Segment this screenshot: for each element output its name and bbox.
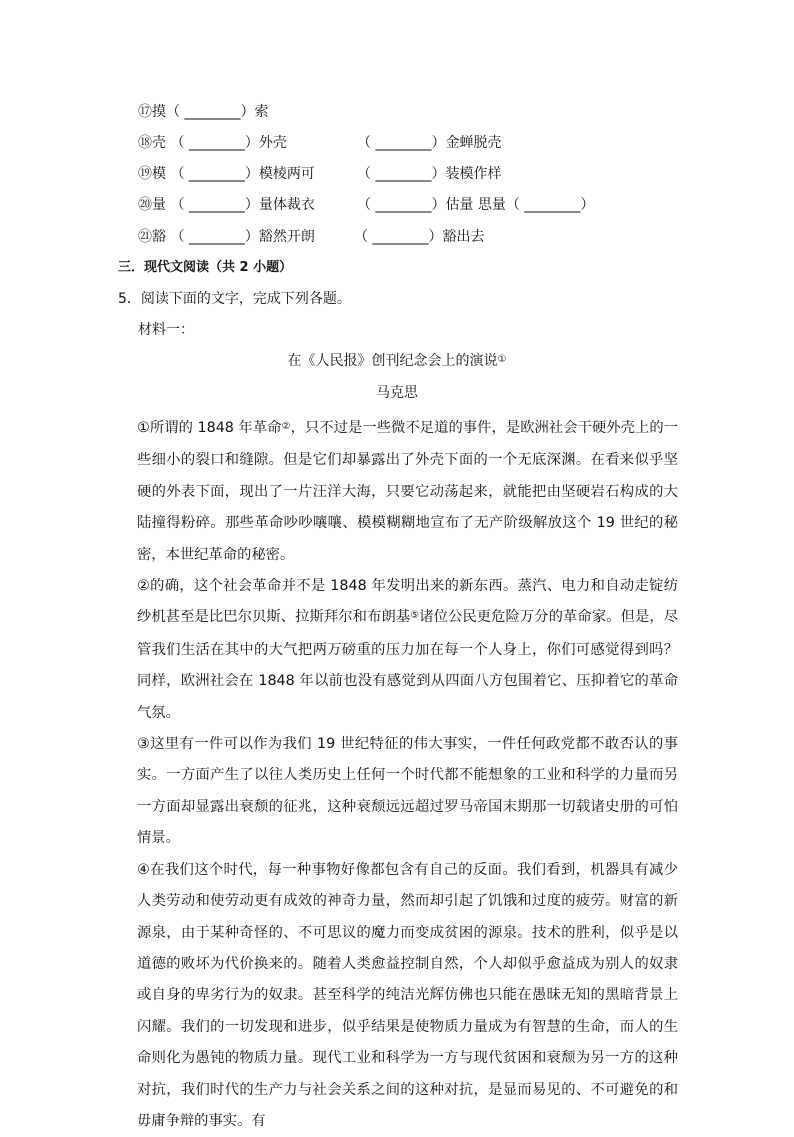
paragraph-text: ②的确，这个社会革命并不是 1848 年发明出来的新东西。蒸汽、电力和自动走锭纺纱机甚至是比巴尔贝斯、拉斯拜尔和布朗基 xyxy=(137,578,678,626)
vocab-entry: ㉑豁 （ ________）豁然开朗 xyxy=(138,229,315,245)
vocab-entry: （ ________）估量 思量（ ________） xyxy=(357,197,595,213)
material-label: 材料一： xyxy=(138,322,194,338)
vocab-entry: （ ________）豁出去 xyxy=(354,229,485,245)
vocab-entry: （ ________）金蝉脱壳 xyxy=(357,135,502,151)
paragraph-1 xyxy=(137,413,678,571)
paragraph-text: ，只不过是一些微不足道的事件，是欧洲社会干硬外壳上的一些细小的裂口和缝隙。但是它们却暴露出了外壳下面的一个无底深渊。在看来似乎坚硬的外表下面，现出了一片汪洋大海，只要它动荡起来，就能把由坚硬岩石构成的大陆撞得粉碎。那些革命吵吵嚷嚷、模模糊糊地宣布了无产阶级解放这个 19 世纪的秘密，本世纪革命的秘密。 xyxy=(137,420,679,563)
section-heading: 三．现代文阅读（共 2 小题） xyxy=(118,260,293,275)
paragraph-2 xyxy=(137,571,678,729)
vocab-entry: （ ________）装模作样 xyxy=(357,166,502,182)
speech-title xyxy=(0,350,794,374)
paragraph-text: ③这里有一件可以作为我们 19 世纪特征的伟大事实，一件任何政党都不敢否认的事实。一方面产生了以往人类历史上任何一个时代都不能想象的工业和科学的力量而另一方面却显露出衰颓的征兆，这种衰颓远远超过罗马帝国末期那一切载诸史册的可怕情景。 xyxy=(137,736,678,847)
paragraph-text: 诸位公民更危险万分的革命家。但是，尽管我们生活在其中的大气把两万磅重的压力加在每一个人身上，你们可感觉得到吗？同样，欧洲社会在 1848 年以前也没有感觉到从四面八方包围着它、压抑着它的革命气氛。 xyxy=(137,609,679,721)
paragraph-text: ①所谓的 1848 年革命 xyxy=(137,420,282,436)
paragraph-text: ④在我们这个时代，每一种事物好像都包含有自己的反面。我们看到，机器具有减少人类劳动和使劳动更有成效的神奇力量，然而却引起了饥饿和过度的疲劳。财富的新源泉，由于某种奇怪的、不可思议的魔力而变成贫困的源泉。技术的胜利，似乎是以道德的败坏为代价换来的。随着人类愈益控制自然，个人却似乎愈益成为别人的奴隶或自身的卑劣行为的奴隶。甚至科学的纯洁光辉仿佛也只能在愚昧无知的黑暗背景上闪耀。我们的一切发现和进步，似乎结果是使物质力量成为有智慧的生命，而人的生命则化为愚钝的物质力量。现代工业和科学为一方与现代贫困和衰颓为另一方的这种对抗，我们时代的生产力与社会关系之间的这种对抗，是显而易见的、不可避免的和毋庸争辩的事实。有 xyxy=(137,861,678,1129)
paragraph-4 xyxy=(137,855,678,1137)
footnote-marker: ① xyxy=(497,354,507,365)
vocab-entry: ⑳量 （ ________）量体裁衣 xyxy=(138,197,315,213)
vocab-entry: ⑰摸（ ________）索 xyxy=(138,104,269,120)
vocab-entry: ⑱壳 （ ________）外壳 xyxy=(138,135,287,151)
question-stem: 5．阅读下面的文字，完成下列各题。 xyxy=(118,291,351,307)
speech-body xyxy=(137,413,678,1137)
paragraph-3 xyxy=(137,729,678,855)
footnote-marker: ② xyxy=(281,421,291,432)
speech-author: 马克思 xyxy=(376,385,418,401)
speech-title-text: 在《人民报》创刊纪念会上的演说 xyxy=(287,353,498,369)
footnote-marker: ⑤ xyxy=(410,610,420,622)
vocab-entry: ⑲模 （ ________）模棱两可 xyxy=(138,166,315,182)
